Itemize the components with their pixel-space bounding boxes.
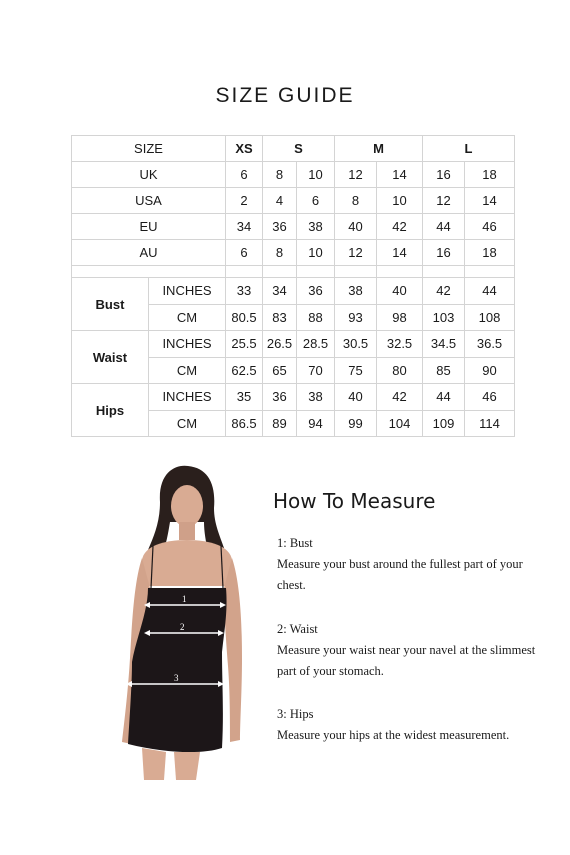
measurement-value: 40 <box>377 278 423 305</box>
measurement-value: 86.5 <box>226 410 263 437</box>
size-value: 10 <box>377 188 423 214</box>
measurement-value: 70 <box>297 357 335 384</box>
step-heading: 2: Waist <box>277 622 318 636</box>
measurement-value: 88 <box>297 304 335 331</box>
size-value: 16 <box>423 240 465 266</box>
measurement-value: 36.5 <box>465 331 515 358</box>
size-value: 18 <box>465 162 515 188</box>
measurement-value: 34.5 <box>423 331 465 358</box>
table-row <box>72 162 515 188</box>
measurement-value: 38 <box>297 384 335 411</box>
size-value: 16 <box>423 162 465 188</box>
measurement-value: 103 <box>423 304 465 331</box>
table-row <box>72 278 515 305</box>
measurement-value: 65 <box>263 357 297 384</box>
measurement-value: 108 <box>465 304 515 331</box>
marker-1: 1 <box>182 594 187 604</box>
spacer-cell <box>226 266 263 278</box>
unit-label: CM <box>149 357 226 384</box>
size-value: 18 <box>465 240 515 266</box>
measurement-value: 44 <box>423 384 465 411</box>
measurement-label: Waist <box>72 331 149 384</box>
measurement-value: 44 <box>465 278 515 305</box>
measurement-value: 35 <box>226 384 263 411</box>
measurement-value: 98 <box>377 304 423 331</box>
size-group-header: M <box>335 136 423 162</box>
table-row <box>72 384 515 411</box>
measurement-value: 104 <box>377 410 423 437</box>
size-value: 6 <box>226 240 263 266</box>
page-title: SIZE GUIDE <box>215 84 355 107</box>
measurement-value: 30.5 <box>335 331 377 358</box>
size-group-header: S <box>263 136 335 162</box>
unit-label: CM <box>149 410 226 437</box>
size-value: 12 <box>423 188 465 214</box>
size-table <box>71 135 515 437</box>
unit-label: CM <box>149 304 226 331</box>
measurement-value: 83 <box>263 304 297 331</box>
measurement-value: 80.5 <box>226 304 263 331</box>
table-spacer-row <box>72 266 515 278</box>
measurement-value: 26.5 <box>263 331 297 358</box>
size-value: 6 <box>297 188 335 214</box>
region-label: AU <box>72 240 226 266</box>
measurement-value: 38 <box>335 278 377 305</box>
size-value: 6 <box>226 162 263 188</box>
size-value: 42 <box>377 214 423 240</box>
marker-3: 3 <box>174 673 179 683</box>
size-value: 12 <box>335 240 377 266</box>
size-value: 2 <box>226 188 263 214</box>
size-value: 46 <box>465 214 515 240</box>
measurement-value: 62.5 <box>226 357 263 384</box>
measurement-value: 25.5 <box>226 331 263 358</box>
spacer-cell <box>297 266 335 278</box>
table-row <box>72 214 515 240</box>
size-group-header: L <box>423 136 515 162</box>
size-value: 8 <box>263 162 297 188</box>
size-value: 12 <box>335 162 377 188</box>
step-waist <box>277 619 547 682</box>
step-bust <box>277 533 547 596</box>
spacer-cell <box>335 266 377 278</box>
size-value: 44 <box>423 214 465 240</box>
model-illustration <box>108 462 260 787</box>
measurement-value: 42 <box>423 278 465 305</box>
region-label: UK <box>72 162 226 188</box>
size-value: 14 <box>377 162 423 188</box>
size-value: 14 <box>465 188 515 214</box>
measurement-value: 46 <box>465 384 515 411</box>
step-heading: 3: Hips <box>277 707 314 721</box>
measurement-value: 99 <box>335 410 377 437</box>
size-value: 8 <box>263 240 297 266</box>
size-value: 10 <box>297 162 335 188</box>
measurement-value: 32.5 <box>377 331 423 358</box>
unit-label: INCHES <box>149 384 226 411</box>
step-hips <box>277 704 547 746</box>
measurement-value: 34 <box>263 278 297 305</box>
size-value: 34 <box>226 214 263 240</box>
size-group-header: XS <box>226 136 263 162</box>
size-header-cell: SIZE <box>72 136 226 162</box>
spacer-cell <box>465 266 515 278</box>
table-row <box>72 188 515 214</box>
measurement-value: 40 <box>335 384 377 411</box>
measurement-value: 42 <box>377 384 423 411</box>
measurement-value: 36 <box>297 278 335 305</box>
spacer-cell <box>423 266 465 278</box>
measurement-value: 33 <box>226 278 263 305</box>
size-value: 38 <box>297 214 335 240</box>
measurement-label: Hips <box>72 384 149 437</box>
measurement-label: Bust <box>72 278 149 331</box>
spacer-cell <box>72 266 226 278</box>
measurement-value: 90 <box>465 357 515 384</box>
size-value: 40 <box>335 214 377 240</box>
step-text: Measure your waist near your navel at the slimmest part of your stomach. <box>277 643 536 678</box>
table-row <box>72 240 515 266</box>
size-value: 14 <box>377 240 423 266</box>
region-label: EU <box>72 214 226 240</box>
measurement-value: 93 <box>335 304 377 331</box>
unit-label: INCHES <box>149 278 226 305</box>
marker-2: 2 <box>180 622 185 632</box>
unit-label: INCHES <box>149 331 226 358</box>
size-value: 4 <box>263 188 297 214</box>
step-text: Measure your bust around the fullest part of your chest. <box>277 557 523 592</box>
spacer-cell <box>263 266 297 278</box>
region-label: USA <box>72 188 226 214</box>
size-value: 8 <box>335 188 377 214</box>
measurement-value: 89 <box>263 410 297 437</box>
measurement-value: 94 <box>297 410 335 437</box>
measurement-value: 36 <box>263 384 297 411</box>
measurement-value: 28.5 <box>297 331 335 358</box>
measurement-value: 85 <box>423 357 465 384</box>
step-text: Measure your hips at the widest measurement. <box>277 728 510 742</box>
model-figure <box>108 462 260 787</box>
table-row <box>72 331 515 358</box>
measurement-value: 114 <box>465 410 515 437</box>
table-header-row <box>72 136 515 162</box>
how-to-measure-title: How To Measure <box>273 489 436 513</box>
step-heading: 1: Bust <box>277 536 313 550</box>
measurement-value: 109 <box>423 410 465 437</box>
spacer-cell <box>377 266 423 278</box>
measurement-value: 75 <box>335 357 377 384</box>
size-value: 36 <box>263 214 297 240</box>
measurement-value: 80 <box>377 357 423 384</box>
size-value: 10 <box>297 240 335 266</box>
